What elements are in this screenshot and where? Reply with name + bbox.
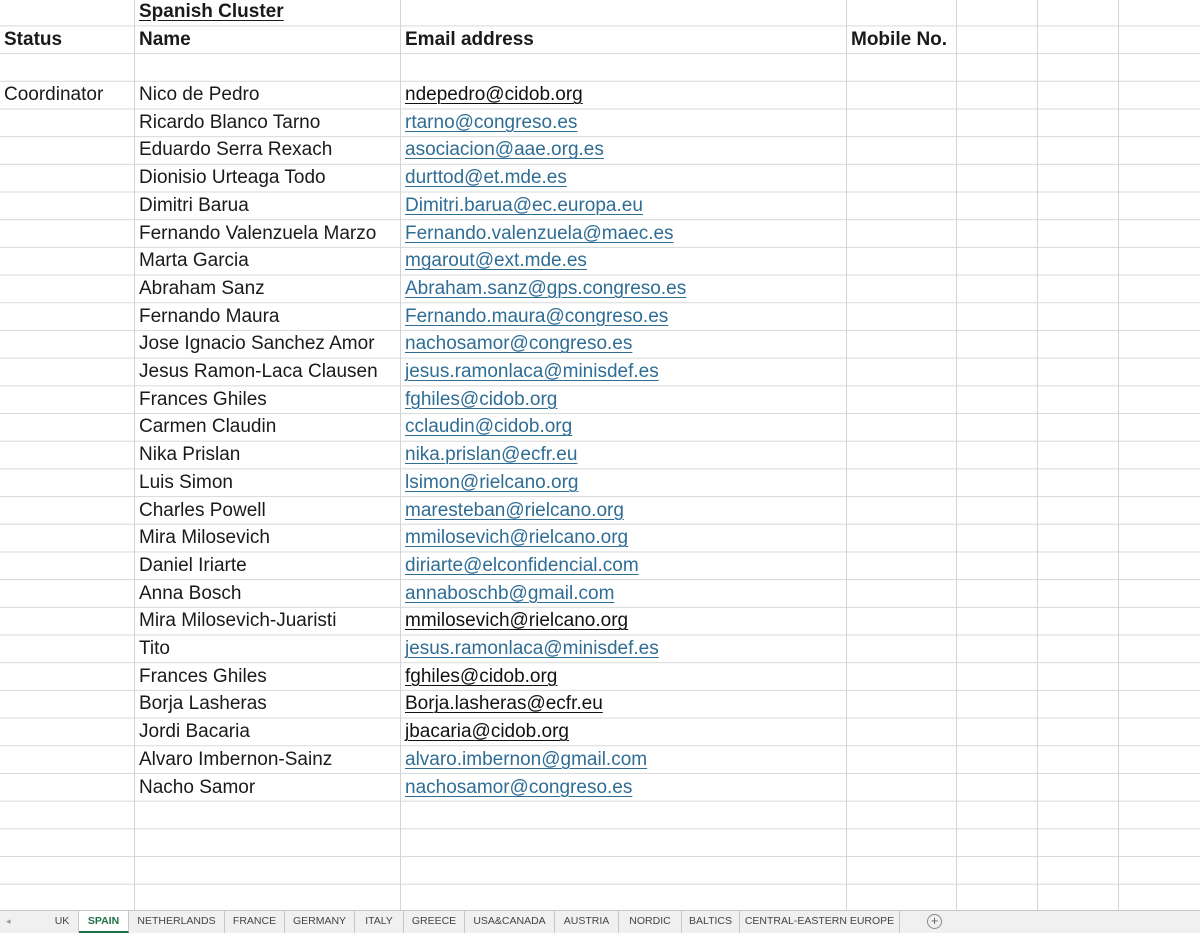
email-link[interactable]: Abraham.sanz@gps.congreso.es — [405, 277, 687, 299]
sheet-tab[interactable]: GREECE — [404, 911, 465, 933]
name-cell[interactable]: Frances Ghiles — [139, 665, 267, 687]
name-cell[interactable]: Luis Simon — [139, 471, 233, 493]
email-link[interactable]: mmilosevich@rielcano.org — [405, 610, 629, 632]
sheet-tab[interactable]: AUSTRIA — [555, 911, 619, 933]
name-cell[interactable]: Jordi Bacaria — [139, 721, 250, 743]
left-arrow-icon[interactable]: ◂ — [6, 916, 11, 926]
email-link[interactable]: alvaro.imbernon@gmail.com — [405, 748, 648, 770]
name-cell[interactable]: Mira Milosevich — [139, 527, 270, 549]
name-cell[interactable]: Marta Garcia — [139, 250, 249, 272]
sheet-tab[interactable]: GERMANY — [285, 911, 355, 933]
name-cell[interactable]: Abraham Sanz — [139, 277, 265, 299]
name-cell[interactable]: Nacho Samor — [139, 776, 256, 798]
email-link[interactable]: Fernando.valenzuela@maec.es — [405, 222, 674, 244]
email-link[interactable]: rtarno@congreso.es — [405, 111, 578, 133]
name-cell[interactable]: Jose Ignacio Sanchez Amor — [139, 333, 375, 355]
email-link[interactable]: nika.prislan@ecfr.eu — [405, 444, 578, 466]
name-cell[interactable]: Carmen Claudin — [139, 416, 277, 438]
name-cell[interactable]: Tito — [139, 638, 170, 659]
sheet-tab[interactable]: UK — [46, 911, 79, 933]
email-link[interactable]: maresteban@rielcano.org — [405, 499, 624, 521]
header-mobile-cell[interactable]: Mobile No. — [851, 29, 948, 50]
name-cell[interactable]: Frances Ghiles — [139, 388, 267, 410]
email-link[interactable]: jesus.ramonlaca@minisdef.es — [405, 361, 659, 382]
add-sheet-button[interactable]: + — [927, 914, 942, 929]
email-link[interactable]: nachosamor@congreso.es — [405, 333, 633, 355]
email-link[interactable]: mgarout@ext.mde.es — [405, 250, 587, 272]
email-link[interactable]: diriarte@elconfidencial.com — [405, 554, 639, 576]
header-name-cell[interactable]: Name — [139, 29, 191, 50]
sheet-tab-bar — [0, 910, 1200, 933]
name-cell[interactable]: Fernando Maura — [139, 305, 280, 327]
email-link[interactable]: jbacaria@cidob.org — [405, 721, 569, 743]
column-divider — [1118, 0, 1119, 910]
email-link[interactable]: cclaudin@cidob.org — [405, 416, 573, 438]
sheet-tab[interactable]: CENTRAL-EASTERN EUROPE — [740, 911, 900, 933]
column-divider — [1037, 0, 1038, 910]
sheet-tab[interactable]: USA&CANADA — [465, 911, 555, 933]
name-cell[interactable]: Nika Prislan — [139, 444, 241, 466]
sheet-tab[interactable]: NETHERLANDS — [129, 911, 225, 933]
column-divider — [846, 0, 847, 910]
email-link[interactable]: Dimitri.barua@ec.europa.eu — [405, 194, 643, 216]
sheet-tab[interactable]: NORDIC — [619, 911, 682, 933]
cluster-title-cell[interactable]: Spanish Cluster — [139, 1, 284, 22]
name-cell[interactable]: Fernando Valenzuela Marzo — [139, 222, 377, 244]
email-link[interactable]: fghiles@cidob.org — [405, 388, 558, 410]
name-cell[interactable]: Borja Lasheras — [139, 693, 267, 715]
status-cell[interactable]: Coordinator — [4, 84, 104, 105]
column-divider — [400, 0, 401, 910]
name-cell[interactable]: Charles Powell — [139, 499, 266, 521]
email-link[interactable]: asociacion@aae.org.es — [405, 139, 604, 161]
email-link[interactable]: jesus.ramonlaca@minisdef.es — [405, 638, 659, 659]
email-link[interactable]: durttod@et.mde.es — [405, 167, 567, 189]
email-link[interactable]: nachosamor@congreso.es — [405, 776, 633, 798]
header-status-cell[interactable]: Status — [4, 29, 63, 50]
sheet-tab[interactable]: FRANCE — [225, 911, 285, 933]
header-email-cell[interactable]: Email address — [405, 29, 534, 50]
email-link[interactable]: Fernando.maura@congreso.es — [405, 305, 669, 327]
sheet-tab[interactable]: BALTICS — [682, 911, 740, 933]
sheet-tab[interactable]: SPAIN — [79, 911, 129, 933]
name-cell[interactable]: Dimitri Barua — [139, 194, 249, 216]
email-link[interactable]: annaboschb@gmail.com — [405, 582, 615, 604]
name-cell[interactable]: Eduardo Serra Rexach — [139, 139, 333, 161]
column-divider — [956, 0, 957, 910]
email-link[interactable]: fghiles@cidob.org — [405, 665, 558, 687]
name-cell[interactable]: Dionisio Urteaga Todo — [139, 167, 326, 189]
name-cell[interactable]: Alvaro Imbernon-Sainz — [139, 748, 333, 770]
name-cell[interactable]: Ricardo Blanco Tarno — [139, 111, 321, 133]
email-link[interactable]: mmilosevich@rielcano.org — [405, 527, 629, 549]
email-link[interactable]: Borja.lasheras@ecfr.eu — [405, 693, 603, 715]
name-cell[interactable]: Daniel Iriarte — [139, 554, 247, 576]
name-cell[interactable]: Anna Bosch — [139, 582, 242, 604]
email-link[interactable]: lsimon@rielcano.org — [405, 471, 579, 493]
column-divider — [134, 0, 135, 910]
name-cell[interactable]: Jesus Ramon-Laca Clausen — [139, 361, 378, 382]
name-cell[interactable]: Mira Milosevich-Juaristi — [139, 610, 337, 632]
name-cell[interactable]: Nico de Pedro — [139, 84, 260, 105]
email-link[interactable]: ndepedro@cidob.org — [405, 84, 583, 105]
sheet-tab[interactable]: ITALY — [355, 911, 404, 933]
